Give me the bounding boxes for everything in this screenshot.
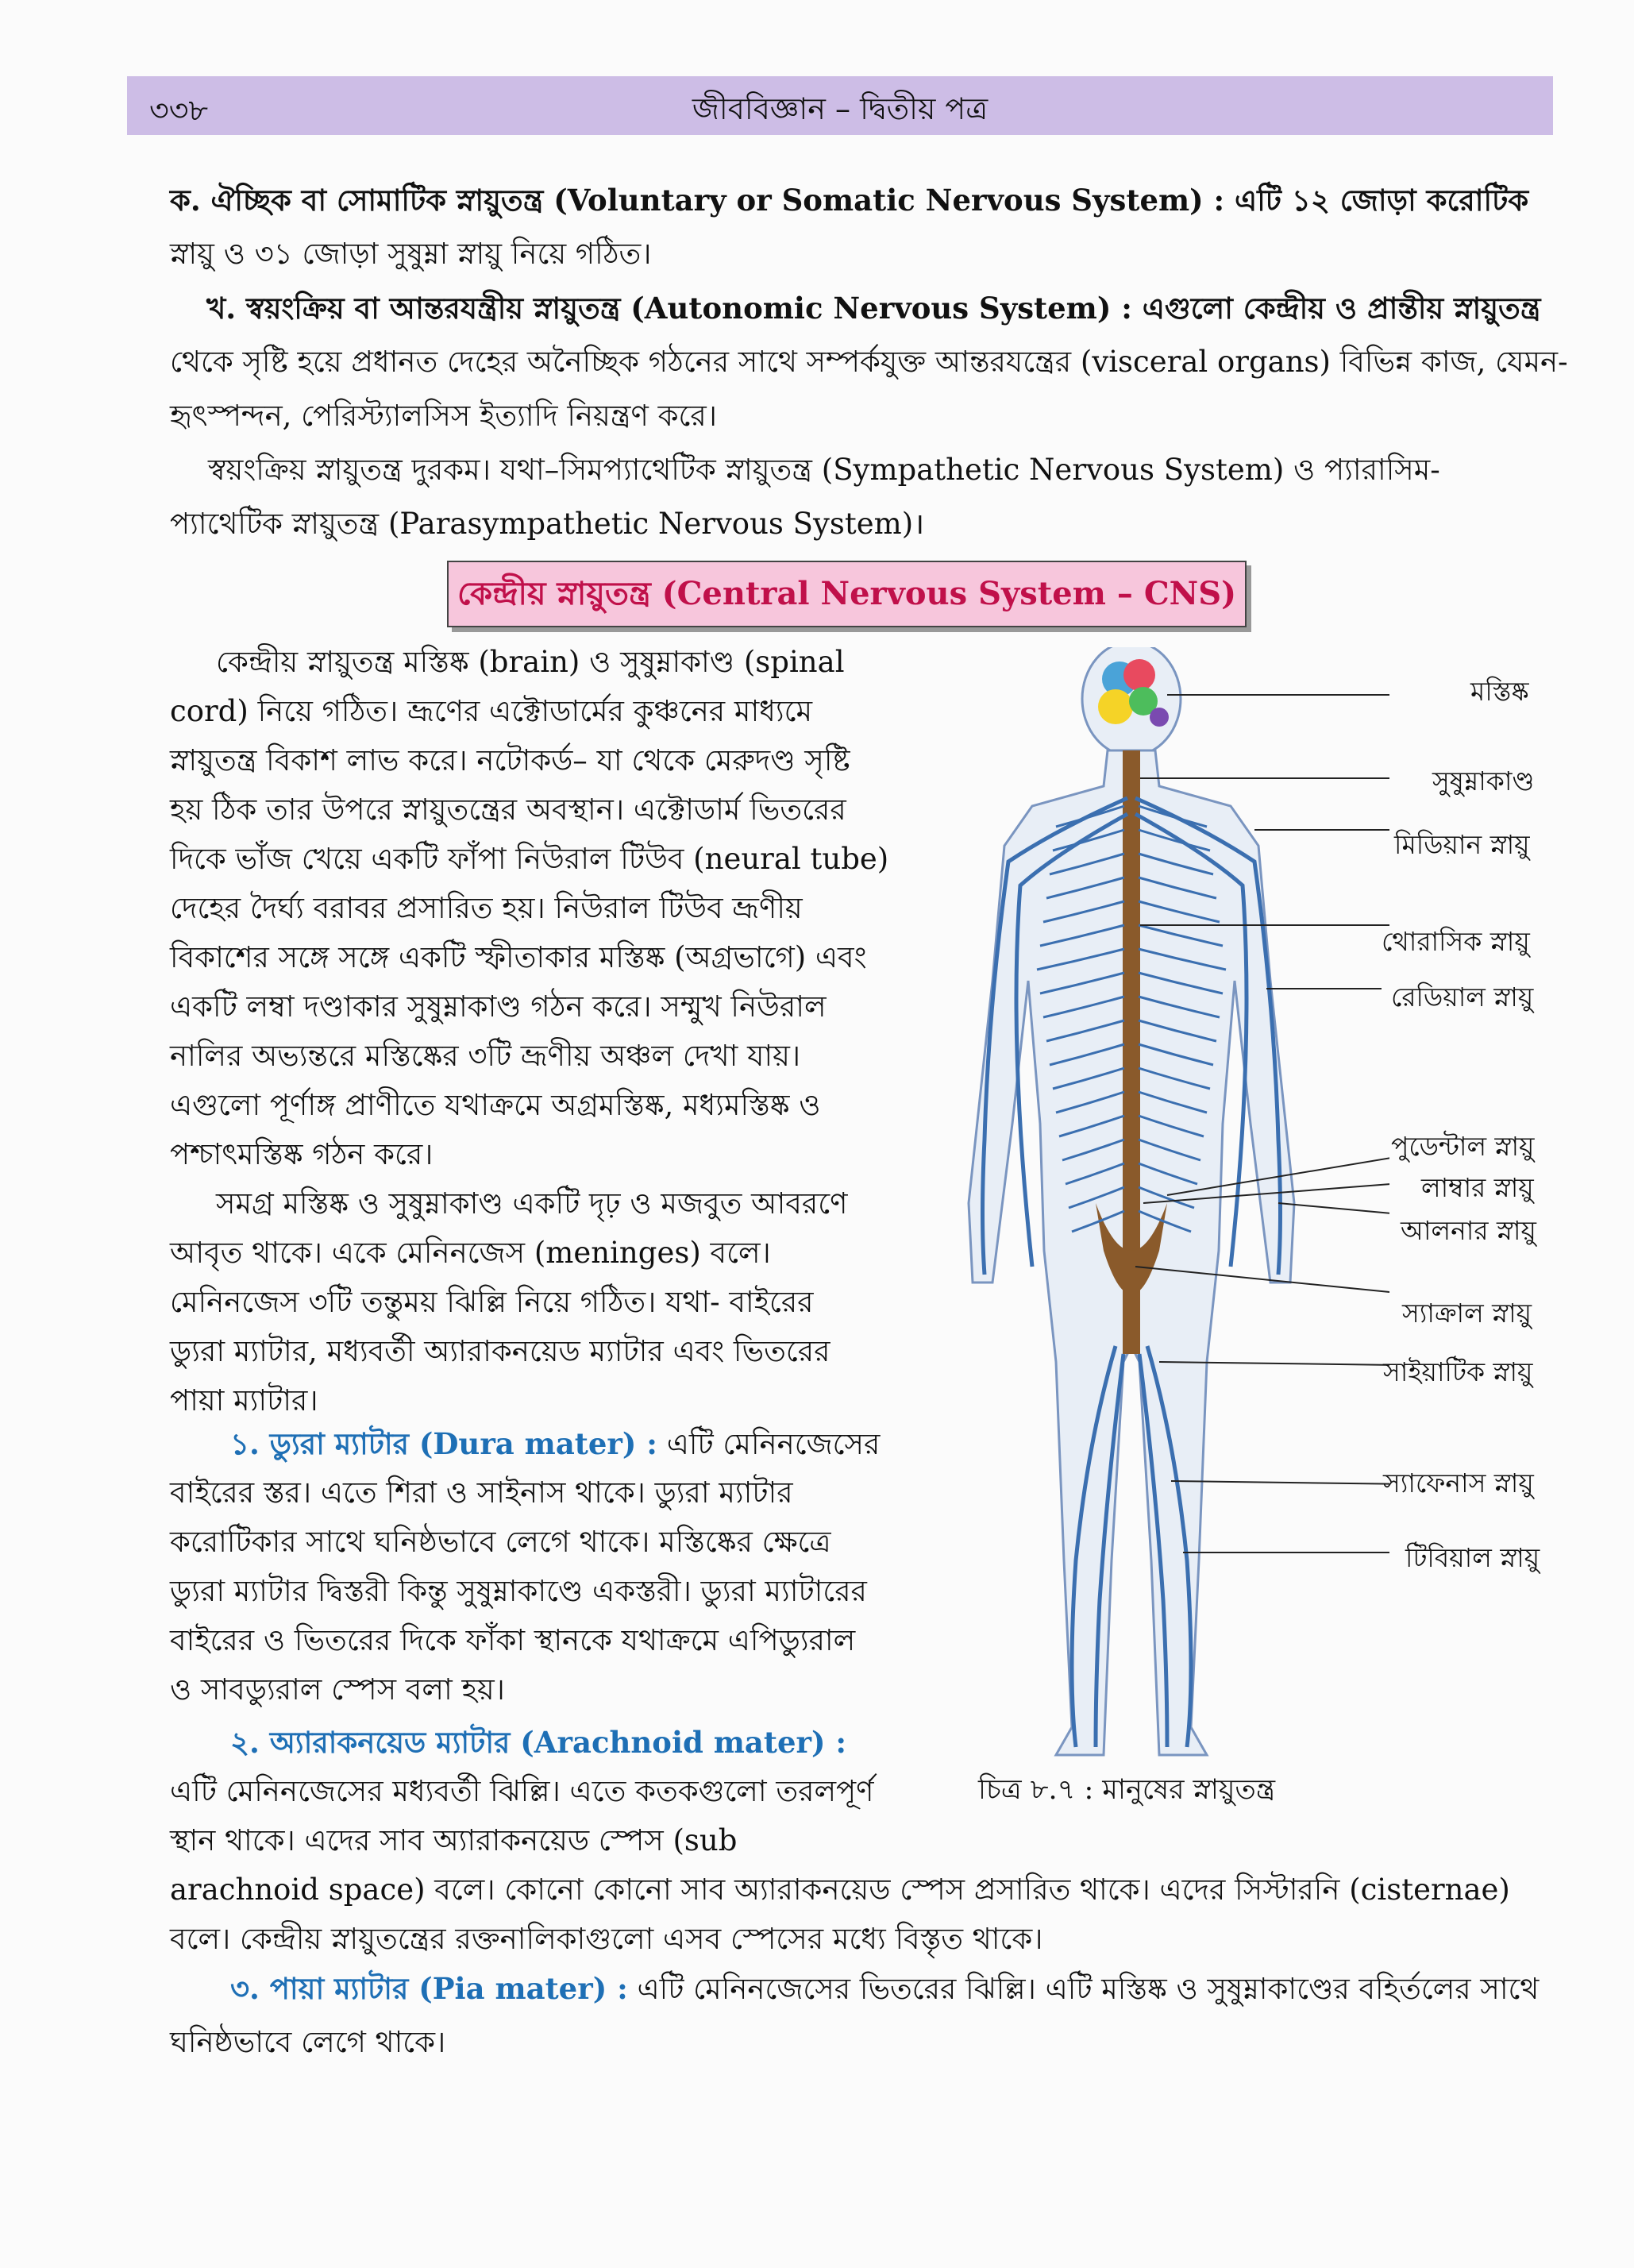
dura-line1 bbox=[230, 1417, 880, 1472]
cns-col-line: কেন্দ্রীয় স্নায়ুতন্ত্র মস্তিষ্ক (brain) ও সুষুম্নাকাণ্ড (spinal bbox=[216, 645, 845, 679]
dura-line1-rest: এটি মেনিনজেসের bbox=[666, 1427, 881, 1461]
cns-col-line: এগুলো পূর্ণাঙ্গ প্রাণীতে যথাক্রমে অগ্রমস্তিষ্ক, মধ্যমস্তিষ্ক ও bbox=[170, 1088, 821, 1122]
kha-line2: থেকে সৃষ্টি হয়ে প্রধানত দেহের অনৈচ্ছিক গঠনের সাথে সম্পর্কযুক্ত আন্তরযন্ত্রের (visceral organs) বিভিন্ন কাজ, যেমন- bbox=[170, 345, 1568, 379]
label-lumbar: লাম্বার স্নায়ু bbox=[1421, 1172, 1534, 1203]
cns-col-line: cord) নিয়ে গঠিত। ভ্রূণের এক্টোডার্মের কুঞ্চনের মাধ্যমে bbox=[170, 694, 813, 728]
dura-col-line: করোটিকার সাথে ঘনিষ্ঠভাবে লেগে থাকে। মস্তিষ্কের ক্ষেত্রে bbox=[170, 1525, 831, 1559]
arach-col-line: arachnoid space) বলে। কোনো কোনো সাব অ্যারাকনয়েড স্পেস প্রসারিত থাকে। এদের সিস্টারনি (cisternae) bbox=[170, 1873, 1510, 1907]
section-heading: কেন্দ্রীয় স্নায়ুতন্ত্র (Central Nervous System – CNS) bbox=[447, 561, 1247, 627]
cns-col-line: একটি লম্বা দণ্ডাকার সুষুম্নাকাণ্ড গঠন করে। সম্মুখ নিউরাল bbox=[170, 989, 827, 1024]
page-number: ৩৩৮ bbox=[149, 93, 209, 128]
pia-heading: ৩. পায়া ম্যাটার (Pia mater) : bbox=[230, 1971, 628, 2006]
arach-col-line: বলে। কেন্দ্রীয় স্নায়ুতন্ত্রের রক্তনালিকাগুলো এসব স্পেসের মধ্যে বিস্তৃত থাকে। bbox=[170, 1922, 1043, 1956]
label-sciatic: সাইয়াটিক স্নায়ু bbox=[1383, 1356, 1533, 1387]
page-header bbox=[127, 76, 1553, 135]
pia-line1 bbox=[230, 1961, 1539, 2016]
cns-col-line: দেহের দৈর্ঘ্য বরাবর প্রসারিত হয়। নিউরাল টিউব ভ্রূণীয় bbox=[170, 891, 803, 925]
pia-line1-rest: এটি মেনিনজেসের ভিতরের ঝিল্লি। এটি মস্তিষ্ক ও সুষুম্নাকাণ্ডের বহির্তলের সাথে bbox=[637, 1972, 1540, 2006]
label-radial: রেডিয়াল স্নায়ু bbox=[1391, 982, 1534, 1012]
dura-col-line: বাইরের স্তর। এতে শিরা ও সাইনাস থাকে। ড্যুরা ম্যাটার bbox=[170, 1475, 793, 1510]
label-ulnar: আলনার স্নায়ু bbox=[1401, 1215, 1536, 1246]
cns-col-line: স্নায়ুতন্ত্র বিকাশ লাভ করে। নটোকর্ড– যা থেকে মেরুদণ্ড সৃষ্টি bbox=[170, 743, 850, 777]
kha-line3: হৃৎস্পন্দন, পেরিস্ট্যালসিস ইত্যাদি নিয়ন্ত্রণ করে। bbox=[170, 399, 717, 433]
dura-col-line: ড্যুরা ম্যাটার দ্বিস্তরী কিন্তু সুষুম্নাকাণ্ডে একস্তরী। ড্যুরা ম্যাটারের bbox=[170, 1574, 867, 1608]
label-saphenous: স্যাফেনাস স্নায়ু bbox=[1383, 1468, 1534, 1498]
pia-line2: ঘনিষ্ঠভাবে লেগে থাকে। bbox=[170, 2025, 446, 2059]
label-sacral: স্যাক্রাল স্নায়ু bbox=[1402, 1298, 1532, 1329]
book-title: জীববিজ্ঞান – দ্বিতীয় পত্র bbox=[692, 91, 988, 126]
cns-col-line: বিকাশের সঙ্গে সঙ্গে একটি স্ফীতাকার মস্তিষ্ক (অগ্রভাগে) এবং bbox=[170, 940, 867, 974]
arachnoid-heading: ২. অ্যারাকনয়েড ম্যাটার (Arachnoid mater) : bbox=[230, 1725, 847, 1760]
ka-line1: ক. ঐচ্ছিক বা সোমাটিক স্নায়ুতন্ত্র (Voluntary or Somatic Nervous System) : এটি ১২ জোড়া করোটিক bbox=[170, 183, 1529, 218]
label-pudendal: পুডেন্টাল স্নায়ু bbox=[1391, 1131, 1535, 1162]
ka-line2: স্নায়ু ও ৩১ জোড়া সুষুম্না স্নায়ু নিয়ে গঠিত। bbox=[170, 237, 652, 271]
figure-caption: চিত্র ৮.৭ : মানুষের স্নায়ুতন্ত্র bbox=[978, 1774, 1276, 1806]
cns-col-line: নালির অভ্যন্তরে মস্তিষ্কের ৩টি ভ্রূণীয় অঞ্চল দেখা যায়। bbox=[170, 1039, 801, 1073]
cns-col-line: হয় ঠিক তার উপরে স্নায়ুতন্ত্রের অবস্থান। এক্টোডার্ম ভিতরের bbox=[170, 793, 846, 827]
cns-col-line: দিকে ভাঁজ খেয়ে একটি ফাঁপা নিউরাল টিউব (neural tube) bbox=[170, 842, 889, 876]
cns-col-line: মেনিনজেস ৩টি তন্তুময় ঝিল্লি নিয়ে গঠিত। যথা- বাইরের bbox=[170, 1285, 814, 1319]
label-spinal-cord: সুষুম্নাকাণ্ড bbox=[1432, 766, 1535, 796]
dura-heading: ১. ড্যুরা ম্যাটার (Dura mater) : bbox=[230, 1426, 657, 1461]
auto-line2: প্যাথেটিক স্নায়ুতন্ত্র (Parasympathetic Nervous System)। bbox=[170, 507, 925, 541]
arach-col-line: স্থান থাকে। এদের সাব অ্যারাকনয়েড স্পেস (sub bbox=[170, 1823, 738, 1857]
cns-col-line: পায়া ম্যাটার। bbox=[170, 1383, 318, 1418]
cns-col-line: সমগ্র মস্তিষ্ক ও সুষুম্নাকাণ্ড একটি দৃঢ় ও মজবুত আবরণে bbox=[216, 1186, 848, 1221]
dura-col-line: ও সাবড্যুরাল স্পেস বলা হয়। bbox=[170, 1672, 505, 1707]
cns-col-line: পশ্চাৎমস্তিষ্ক গঠন করে। bbox=[170, 1137, 434, 1171]
label-median: মিডিয়ান স্নায়ু bbox=[1394, 829, 1530, 860]
auto-line1: স্বয়ংক্রিয় স্নায়ুতন্ত্র দুরকম। যথা–সিমপ্যাথেটিক স্নায়ুতন্ত্র (Sympathetic Nervous System) ও প্যারাসিম- bbox=[208, 453, 1440, 487]
body-diagram bbox=[897, 647, 1389, 1775]
kha-line1: খ. স্বয়ংক্রিয় বা আন্তরযন্ত্রীয় স্নায়ুতন্ত্র (Autonomic Nervous System) : এগুলো কেন্দ্রীয় ও প্রান্তীয় স্নায়ুতন্ত্র bbox=[206, 291, 1541, 326]
arach-col-line: এটি মেনিনজেসের মধ্যবর্তী ঝিল্লি। এতে কতকগুলো তরলপূর্ণ bbox=[170, 1774, 874, 1808]
label-brain: মস্তিষ্ক bbox=[1470, 676, 1529, 707]
label-thoracic: থোরাসিক স্নায়ু bbox=[1382, 926, 1530, 957]
nervous-system-figure bbox=[897, 647, 1389, 1775]
label-tibial: টিবিয়াল স্নায়ু bbox=[1405, 1542, 1540, 1573]
dura-col-line: বাইরের ও ভিতরের দিকে ফাঁকা স্থানকে যথাক্রমে এপিড্যুরাল bbox=[170, 1623, 856, 1657]
cns-col-line: ড্যুরা ম্যাটার, মধ্যবর্তী অ্যারাকনয়েড ম্যাটার এবং ভিতরের bbox=[170, 1334, 830, 1368]
cns-col-line: আবৃত থাকে। একে মেনিনজেস (meninges) বলে। bbox=[170, 1236, 771, 1270]
